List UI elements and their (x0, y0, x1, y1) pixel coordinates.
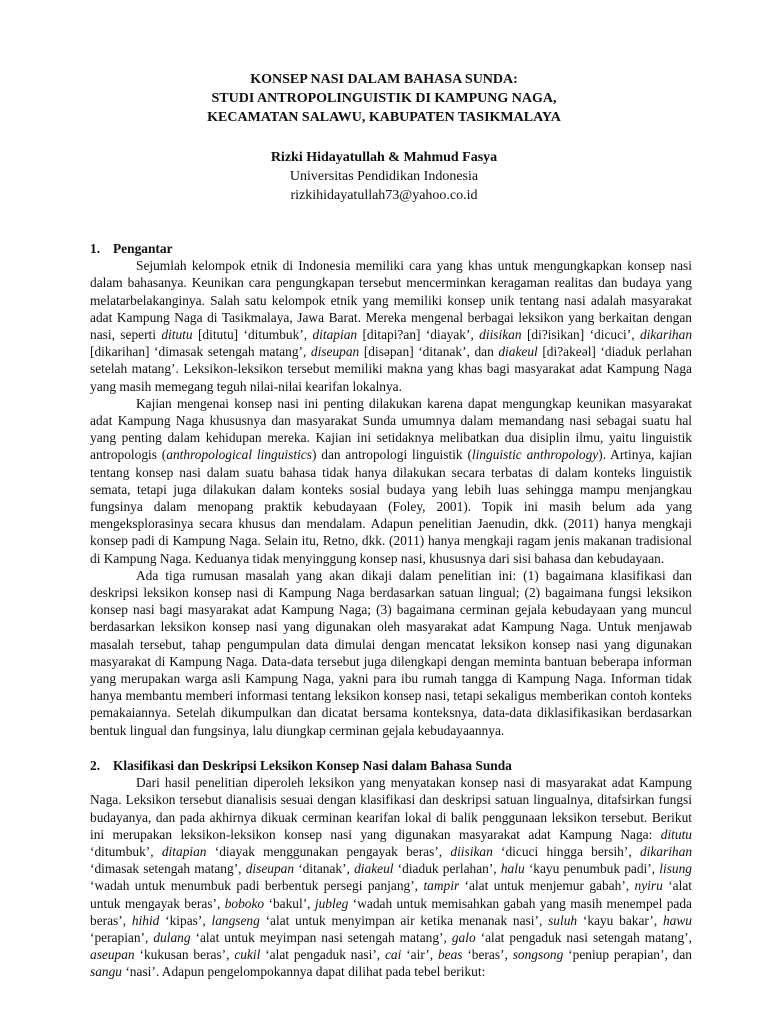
italic-term: hihid (131, 912, 160, 928)
section-heading-2 (90, 757, 692, 774)
text-run: [di?isikan] ‘dicuci’, (521, 327, 640, 343)
italic-term: halu (500, 861, 525, 877)
italic-term: diakeul (498, 344, 538, 360)
italic-term: lisung (659, 861, 692, 877)
title-line-1: KONSEP NASI DALAM BAHASA SUNDA: (250, 72, 518, 87)
author-email: rizkihidayatullah73@yahoo.co.id (290, 188, 478, 203)
text-run: ‘dicuci hingga bersih’, (492, 843, 640, 859)
italic-term: suluh (548, 912, 578, 928)
paragraph: Ada tiga rumusan masalah yang akan dikaji dalam penelitian ini: (1) bagaimana klasifikasi dan deskripsi leksikon konsep nasi di Kampung Naga berdasarkan satuan lingual; (2) bagaimana fungsi leksikon konsep nasi bagi masyarakat adat Kampung Naga; (3) bagaimana cerminan gejala kebudayaan yang muncul berdasarkan leksikon konsep nasi yang digunakan oleh masyarakat adat Kampung Naga. Untuk menjawab masalah tersebut, tahap pengumpulan data dimulai dengan mencatat leksikon konsep nasi yang digunakan masyarakat di Kampung Naga. Data-data tersebut juga dilengkapi dengan meminta bantuan beberapa informan yang merupakan warga asli Kampung Naga, yakni para ibu rumah tangga di Kampung Naga. Informan tidak hanya membantu memberi informasi tentang leksikon konsep nasi, tetapi sekaligus memberikan contoh konteks pemakaiannya. Setelah dikumpulkan dan dicatat bersama konteksnya, data-data diklasifikasikan berdasarkan bentuk lingual dan fungsinya, lalu diungkap cerminan gejala kebudayaannya. (90, 567, 692, 738)
italic-term: langseng (211, 912, 260, 928)
paragraph (90, 774, 692, 980)
italic-term: sangu (90, 964, 122, 980)
italic-term: linguistic anthropology (471, 447, 599, 463)
italic-term: songsong (512, 947, 564, 963)
italic-term: ditapian (312, 327, 358, 343)
text-run: [ditapi?an] ‘diayak’, (357, 327, 480, 343)
italic-term: ditutu (161, 327, 193, 343)
author-block (0, 148, 768, 205)
italic-term: diseupan (310, 344, 360, 360)
section-number: 1. (90, 241, 101, 256)
text-run: [dikarihan] ‘dimasak setengah matang’, (90, 344, 311, 360)
text-run: ‘kayu bakar’, (577, 912, 663, 928)
text-run: Sejumlah kelompok etnik di Indonesia memiliki cara yang khas untuk mengungkapkan konsep nasi dalam bahasanya. Keunikan cara pengungkapan tersebut mencerminkan keragaman realitas dan budaya yang melatarbelakanginya. Salah satu kelompok etnik yang memiliki konsep unik tentang nasi adalah masyarakat adat Kampung Naga di Tasikmalaya, Jawa Barat. Mereka mengenal berbagai leksikon yang berkaitan dengan nasi, seperti (90, 258, 692, 343)
section-heading-1 (90, 240, 692, 257)
text-run: ‘wadah untuk memisahkan gabah yang masih menempel pada beras’, (90, 895, 692, 928)
text-run: ‘diayak menggunakan pengayak beras’, (206, 843, 451, 859)
italic-term: aseupan (90, 947, 135, 963)
italic-term: tampir (423, 878, 460, 894)
title-line-3: KECAMATAN SALAWU, KABUPATEN TASIKMALAYA (207, 110, 561, 125)
italic-term: ditapian (161, 843, 207, 859)
text-run: ‘wadah untuk menumbuk padi berbentuk persegi panjang’, (90, 878, 424, 894)
paper-body (90, 240, 692, 981)
text-run: ‘alat pengaduk nasi’, (260, 947, 385, 963)
text-run: ‘diaduk perlahan’, (393, 861, 501, 877)
text-run: ‘air’, (401, 947, 438, 963)
italic-term: cukil (234, 947, 261, 963)
italic-term: ditutu (660, 826, 692, 842)
text-run: [disəpan] ‘ditanak’, dan (359, 344, 499, 360)
section-title: Klasifikasi dan Deskripsi Leksikon Konsep Nasi dalam Bahasa Sunda (113, 757, 512, 773)
text-run: ‘nasi’. Adapun pengelompokannya dapat dilihat pada tebel berikut: (122, 964, 486, 980)
italic-term: diakeul (354, 861, 394, 877)
italic-term: jubleg (314, 895, 349, 911)
italic-term: dikarihan (639, 327, 693, 343)
text-run: [ditutu] ‘ditumbuk’, (192, 327, 313, 343)
italic-term: dikarihan (639, 843, 693, 859)
text-run: [di?akeəl] ‘diaduk perlahan setelah matang’. Leksikon-leksikon tersebut memiliki makna yang khas bagi masyarakat adat Kampung Naga yang masih memegang teguh nilai-nilai kearifan lokalnya. (90, 344, 692, 394)
author-names: Rizki Hidayatullah & Mahmud Fasya (270, 150, 498, 165)
italic-term: anthropological linguistics (166, 447, 312, 463)
section-number: 2. (90, 757, 101, 773)
italic-term: diseupan (245, 861, 295, 877)
text-run: ‘kukusan beras’, (134, 947, 235, 963)
text-run: ) dan antropologi linguistik ( (311, 447, 472, 463)
italic-term: nyiru (634, 878, 663, 894)
text-run: ‘alat untuk meyimpan nasi setengah matang’, (190, 929, 452, 945)
italic-term: boboko (224, 895, 265, 911)
text-run: ‘alat pengaduk nasi setengah matang’, (475, 929, 692, 945)
italic-term: dulang (153, 929, 191, 945)
text-run: ‘bakul’, (264, 895, 315, 911)
text-run: ‘peniup perapian’, dan (563, 947, 692, 963)
text-run: ). Artinya, kajian tentang konsep nasi dalam suatu bahasa tidak hanya dilakukan secara terbatas di dalam konteks linguistik semata, tetapi juga dilakukan dalam konteks sosial budaya yang lebih luas sehingga mampu menjangkau fungsinya dalam menopang praktik kebudayaan (Foley, 2001). Topik ini masih belum ada yang mengeksplorasinya secara khusus dan mendalam. Adapun penelitian Jaenudin, dkk. (2011) hanya mengkaji konsep padi di Kampung Naga. Selain itu, Retno, dkk. (2011) hanya mengkaji ragam jenis makanan tradisional di Kampung Naga. Keduanya tidak menyinggung konsep nasi, khususnya dari sisi bahasa dan kebudayaan. (90, 447, 692, 566)
italic-term: hawu (662, 912, 692, 928)
text-run: ‘alat untuk mengayak beras’, (90, 878, 692, 911)
text-run: ‘kipas’, (159, 912, 212, 928)
italic-term: galo (451, 929, 476, 945)
author-affiliation: Universitas Pendidikan Indonesia (289, 169, 479, 184)
text-run: ‘dimasak setengah matang’, (90, 861, 246, 877)
text-run: Kajian mengenai konsep nasi ini penting dilakukan karena dapat mengungkap keunikan masyarakat adat Kampung Naga khususnya dan masyarakat Sunda umumnya dalam memandang nasi sebagai suatu hal yang penting dalam kehidupan mereka. Kajian ini setidaknya melibatkan dua disiplin ilmu, yaitu linguistik antropologis ( (90, 395, 692, 463)
text-run: ‘beras’, (462, 947, 513, 963)
text-run: ‘ditumbuk’, (90, 843, 162, 859)
section-title: Pengantar (113, 241, 173, 256)
italic-term: cai (384, 947, 402, 963)
paragraph (90, 257, 692, 395)
text-run: ‘kayu penumbuk padi’, (524, 861, 660, 877)
text-run: ‘alat untuk menyimpan air ketika menanak nasi’, (259, 912, 549, 928)
italic-term: beas (437, 947, 463, 963)
title-line-2: STUDI ANTROPOLINGUISTIK DI KAMPUNG NAGA, (211, 91, 557, 106)
text-run: ‘ditanak’, (294, 861, 355, 877)
paragraph (90, 395, 692, 567)
text-run: Dari hasil penelitian diperoleh leksikon yang menyatakan konsep nasi di masyarakat adat Kampung Naga. Leksikon tersebut dianalisis sesuai dengan klasifikasi dan deskripsi satuan lingualnya, ditafsirkan fungsi budayanya, dan pada akhirnya dikuak cerminan kearifan lokal di balik penggunaan leksikon tersebut. Berikut ini merupakan leksikon-leksikon konsep nasi yang digunakan masyarakat adat Kampung Naga: (90, 775, 692, 842)
italic-term: diisikan (450, 843, 493, 859)
paper-title (0, 70, 768, 127)
text-run: ‘alat untuk menjemur gabah’, (459, 878, 635, 894)
text-run: ‘perapian’, (90, 929, 154, 945)
italic-term: diisikan (479, 327, 522, 343)
